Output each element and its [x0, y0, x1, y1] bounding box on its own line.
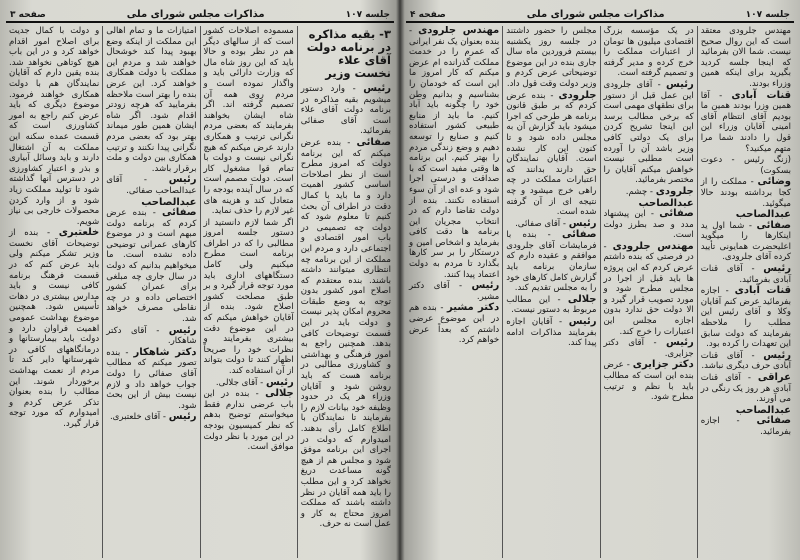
- text-column: [502, 26, 599, 558]
- speech-text: - آقای دکتر جزایری.: [603, 338, 694, 359]
- paragraph: [409, 26, 499, 280]
- speech-text: در یک مؤسسه بزرگ اقتصادی میلیون ها تومان از اعتبارات مملکت را خرج کرده و مدیر گرفته و تصمیم گرفته است.: [603, 26, 694, 79]
- speaker-name: رئیس: [568, 217, 597, 229]
- speech-text: - آقای عبدالصاحب صفائی.: [106, 175, 197, 196]
- paragraph: [106, 412, 196, 423]
- paragraph: [204, 218, 294, 377]
- speech-text: - چشم.: [625, 186, 656, 197]
- paragraph: [701, 406, 791, 438]
- speaker-name: صفائی: [562, 229, 597, 241]
- paragraph: [604, 242, 694, 337]
- speech-text: - وارد دستور میشویم بقیه مذاکره در برنامه دولت آقای علاء است آقای صفائی بفرمائید.: [300, 84, 391, 137]
- page-number: صفحه ۳: [10, 10, 46, 20]
- paragraph: [506, 26, 596, 90]
- paragraph: [106, 26, 196, 174]
- speech-text: - بنده با فرمایشات آقای جلرودی موافقم و عقیده دارم که سازمان برنامه باید گزارش کامل کارهای خود را به مجلس تقدیم کند.: [506, 230, 597, 294]
- paragraph: [506, 317, 596, 349]
- speech-text: - اجازه بفرمائید عرض کنم آقایان وکلا و آقای رئیس این مطلب را ملاحظه بفرمایند که دولت سابق این تعهدات را کرده بود.: [700, 286, 791, 350]
- paragraph: [604, 338, 694, 359]
- speaker-name: قنات آبادی: [731, 89, 791, 101]
- paragraph: [701, 286, 791, 350]
- speaker-name: رئیس: [168, 324, 197, 336]
- speech-text: (زنگ رئیس - دعوت بسکوت): [700, 155, 791, 176]
- columns: [6, 26, 394, 558]
- paragraph: [409, 281, 499, 302]
- speaker-name: رئیس: [363, 83, 391, 94]
- paragraph: [701, 264, 791, 285]
- paragraph: [604, 80, 694, 186]
- speaker-name: رئیس: [666, 337, 694, 349]
- paragraph: [9, 228, 99, 429]
- speaker-name: رئیس: [471, 280, 500, 292]
- section-heading: ۳- بقیه مذاکره در برنامه دولت آقای علاء نخست وزیر: [306, 27, 391, 80]
- speaker-name: مهندس جلرودی: [418, 26, 500, 36]
- speech-text: - بنده عرض کردم که بر طبق قانون برنامه هر طرحی که اجرا میشود باید گزارش آن به مجلس داده شود و تا کنون این کار نشده است. آقایان نمایندگان حق دارند بدانند که اعتبارات مملکت در چه راهی خرج میشود و چه نتیجه ای از آن گرفته شده است.: [506, 90, 597, 218]
- paragraph: [701, 351, 791, 372]
- speech-text: - اجازه بفرمائید.: [700, 416, 791, 437]
- speech-text: - آقای خلعتبری.: [109, 412, 169, 423]
- speaker-name: رئیس: [568, 316, 597, 328]
- speech-text: امتیازات ما و تمام اهالی این مملکت از اینکه وضع بهبود پیدا کند خوشحال خواهند شد و مردم این مملکت با دولت همکاری خواهند کرد. این عرض بنده را بهتر است ملاحظه بفرمایید که هرچه زودتر اقدام شود. اگر شاه ایشان همین طور میماند بهتر بود که بعضی مردم نگرانی پیدا نکنند و ترتیب همکاری بین دولت و ملت برقرار باشد.: [106, 26, 197, 174]
- speech-text: - آقای قنات آبادی هر روز یک رنگی در می آورند.: [700, 373, 791, 405]
- text-column: [697, 26, 794, 558]
- text-column: [297, 26, 394, 558]
- speech-text: - این مطالب مربوط به دستور نیست.: [506, 294, 597, 316]
- speaker-name: رئیس: [168, 411, 197, 423]
- paragraph: [106, 348, 196, 412]
- speech-text: - آقای صفائی.: [515, 218, 569, 229]
- speaker-name: عراقی: [757, 372, 791, 383]
- session-number: جلسه ۱۰۷: [345, 10, 390, 20]
- speech-text: - آقای جلرودی این عمل قبل از دستور برای نطقهای مهمی است که برخی مطالب برسد این اینجا تشریح کردن برای یک دولتی کافی وزیر باشد آن را آورده است مطلبی نیست خواهش میکنم آقایان را مختصر بفرمائید.: [603, 79, 694, 186]
- text-column: [406, 26, 502, 558]
- paragraph: [9, 26, 99, 227]
- speaker-name: جلالی: [567, 293, 597, 305]
- paragraph: [701, 177, 791, 209]
- speaker-name: رئیس: [266, 376, 294, 388]
- text-column: [102, 26, 199, 558]
- speech-text: - بنده در این باب عرضی ندارم فقط میخواستم توضیح بدهم که نظر کمیسیون بودجه در این مورد با نظر دولت موافق است.: [203, 389, 294, 453]
- speaker-name: صفائی: [356, 136, 391, 148]
- publication-title: مذاکرات مجلس شورای ملی: [126, 9, 265, 20]
- speaker-name: عبدالصاحب صفائی: [735, 209, 791, 231]
- paragraph: [701, 26, 791, 90]
- paragraph: [106, 198, 196, 325]
- speech-text: - آقای دکتر شاهکار.: [106, 325, 197, 347]
- paragraph: [204, 389, 294, 453]
- speech-text: اگر شما لازم دانستید از دستور جلسه امروز مطالبی را که در اطراف برنامه است مطرح میکنیم ولی کامل دستگاههای اداری باید مورد توجه قرار گیرد و بر طبق مصلحت کشور اصلاح شود. بنده از آقایان خواهش میکنم که در این موضوع دقت بیشتری بفرمایند و نظرات خود را صریحاً اظهار کنند تا دولت بتواند از آن استفاده کند.: [203, 217, 294, 376]
- publication-title: مذاکرات مجلس شورای ملی: [526, 9, 665, 20]
- speech-text: - بنده تصور میکنم که مطالب آقای صفائی را دولت جواب خواهد داد و لازم نیست بیش از این بحث شود.: [106, 347, 197, 411]
- speaker-name: دکتر شاهکار: [133, 346, 197, 358]
- speaker-name: جلرودی: [655, 185, 694, 197]
- paragraph: [204, 26, 294, 217]
- speech-text: - بنده از توضیحات آقای نخست وزیر تشکر میکنم ولی باید عرض کنم که در قسمت فرهنگ برنامه کافی نیست و باید مدارس بیشتری در دهات تأسیس شود. همچنین موضوع بهداشت عمومی اهمیت فراوان دارد و دولت باید بیمارستانها و درمانگاههای کافی در شهرستانها دایر کند تا مردم از نعمت بهداشت برخوردار شوند. این مطالب را بنده بعنوان تذکر عرض کردم و امیدوارم که مورد توجه قرار گیرد.: [9, 228, 100, 429]
- speech-text: - مملکت را از کجا برداشته بودند حالا میگوئید.: [700, 177, 791, 209]
- speaker-name: عبدالصاحب صفائی: [638, 197, 694, 220]
- speech-text: - آقای قنات آبادی حرف دیگری نباشد.: [700, 350, 791, 372]
- paragraph: [604, 199, 694, 241]
- speaker-name: جلالی: [265, 388, 294, 400]
- page-header: [6, 6, 394, 23]
- speaker-name: مهندس جلرودی: [612, 240, 694, 252]
- speaker-name: وضائی: [757, 176, 791, 188]
- speech-text: - بنده هم در این موضوع عرضی داشتم که بعداً عرض خواهم کرد.: [409, 303, 500, 346]
- speech-text: - شما اول ید اینکارها را میگوید اعلیحضرت همایونی تأیید کرده آقای جلرودی.: [700, 220, 791, 263]
- page-number: صفحه ۴: [410, 10, 446, 20]
- speech-text: مهندس جلرودی معتقد است که این روال صحیح نیست. شما الان بفرمائید که اینجا جلسه کردید بگیرید برای اینکه همین وزراء بودند.: [700, 26, 791, 89]
- paragraph: [701, 91, 791, 155]
- speaker-name: خلعتبری: [58, 227, 100, 239]
- paragraph: [506, 295, 596, 316]
- paragraph: [409, 303, 499, 345]
- speech-text: - در فرصتی که بنده داشتم عرض کردم که این پروژه ها باید قبل از اجرا در مجلس مطرح شود و مورد تصویب قرار گیرد و الا دولت حق ندارد بدون اجازه مجلس این اعتبارات را خرج کند.: [603, 241, 694, 337]
- speech-text: - آقای دکتر مشیر.: [409, 281, 500, 302]
- paragraph: [701, 210, 791, 263]
- paragraph: [604, 26, 694, 79]
- session-number: جلسه ۱۰۷: [745, 10, 790, 20]
- speech-text: - آقا همین وزرا بودند همین ما بودیم آقای انتظام آقای امینی آقایان وزراء این قول را دادند شما مرا متهم میکنید؟: [700, 90, 791, 154]
- paragraph: [301, 138, 391, 530]
- speech-text: - عرض بنده این است که مطالب باید با نظم و ترتیب مطرح شود.: [603, 360, 694, 403]
- speech-text: - بنده عرض میکنم که این برنامه دولت که امروز مطرح است از نظر اصلاحات اساسی کشور اهمیت دارد و ما باید با کمال دقت در اطراف آن بحث کنیم تا معلوم شود که دولت چه تصمیمی در باب امور اقتصادی و اجتماعی دارد و مردم این مملکت از این برنامه چه انتظاری میتوانند داشته باشند. بنده معتقدم که اصلاح امور کشور بدون توجه به وضع طبقات محروم امکان پذیر نیست و دولت باید در این قسمت توضیحات کافی بدهد. همچنین راجع به امور فرهنگی و بهداشتی و کشاورزی مطالبی در برنامه هست که باید روشن شود و آقایان وزراء هر یک در حدود وظیفه خود بیانات لازم را بفرمایند تا نمایندگان با اطلاع کامل رأی بدهند. امیدوارم که دولت در اجرای این برنامه موفق شود و مجلس هم از هیچ گونه مساعدت دریغ نخواهد کرد و این مطلب را باید همه آقایان در نظر داشته باشند که مملکت امروز محتاج به کار و عمل است نه حرف.: [300, 137, 391, 530]
- speaker-name: رئیس: [168, 174, 197, 186]
- speaker-name: رئیس: [763, 263, 791, 275]
- paragraph: [204, 378, 294, 389]
- speaker-name: قنات آبادی: [734, 285, 791, 297]
- text-column: [600, 26, 697, 558]
- speaker-name: جلرودی: [558, 89, 597, 101]
- paragraph: [701, 155, 791, 176]
- speech-text: مسموده اصلاحات کشور است که از سالهای دیگر هم در نظر بوده و حالا باید که این روز شاه مال که وزارت دارائی باید و واگذار نموده است و مردم روی همه آن تصمیم گرفته اند. اگر شاه ایشان بخواهند بفرمایند که بعضی مردم نگرانی ترتیب و همکاری دارند عرض میکنم که هیچ نگرانی نیست و دولت با تمام قوا مشغول کار است. دولت مصمم است که در سال آینده بودجه را متعادل کند و هزینه های غیر لازم را حذف نماید.: [203, 26, 294, 217]
- speech-text: - این پیشنهاد مدد و صد بطرز دولت است.: [603, 209, 694, 241]
- right-page: [400, 0, 800, 560]
- text-column: [200, 26, 297, 558]
- speech-text: - آقای جلالی.: [215, 377, 267, 388]
- speaker-name: رئیس: [666, 78, 694, 90]
- paragraph: [106, 175, 196, 196]
- speech-text: - بنده بعنوان یک نفر ایرانی که عمرم را در خدمت مملکت گذرانده ام عرض میکنم که کار امروز ما این است که خودمان را بشناسیم و بدانیم وطن خود را چگونه باید آباد کنیم. ما باید از منابع طبیعی کشور استفاده کنیم و صنایع را توسعه دهیم و وضع زندگی مردم را بهتر کنیم. این برنامه ها وقتی مفید است که با صداقت و درستی اجرا شود و عده ای از آن سوء استفاده نکنند. بنده از دولت تقاضا دارم که در انتخاب مجریان این برنامه ها دقت کافی بفرماید و اشخاص امین و درستکار را بر سر کارها بگذارد تا مردم به دولت اعتماد پیدا کنند.: [409, 26, 500, 280]
- columns: [406, 26, 794, 558]
- paragraph: [604, 360, 694, 402]
- speech-text: - آقای قنات آبادی بفرمائید.: [700, 264, 791, 285]
- speaker-name: رئیس: [763, 349, 791, 361]
- paragraph: [506, 230, 596, 294]
- paragraph: [701, 373, 791, 405]
- speaker-name: دکتر جزایری: [632, 359, 694, 371]
- speaker-name: عبدالصاحب صفائی: [735, 404, 791, 427]
- speech-text: و دولت با کمال جدیت برای اصلاح امور اقدام خواهد کرد و در این باب هیچ کوتاهی نخواهد شد. بنده یقین دارم که آقایان نمایندگان هم با دولت همکاری خواهند فرمود. موضوع دیگری که باید عرض کنم راجع به امور کشاورزی است که قسمت عمده سکنه این مملکت به آن اشتغال دارند و باید وسائل آبیاری و بذر و اعتبار کشاورزی در دسترس آنها گذاشته شود تا تولید مملکت زیاد شود و از وارد کردن محصولات خارجی بی نیاز شویم.: [9, 26, 100, 227]
- speech-text: - آقایان اجازه بفرمایند مذاکرات ادامه پیدا کند.: [506, 317, 597, 349]
- speaker-name: عبدالصاحب صفائی: [141, 196, 197, 219]
- page-header: [406, 6, 794, 23]
- paragraph: [506, 219, 596, 230]
- paragraph: [106, 326, 196, 347]
- paragraph: [604, 187, 694, 198]
- speech-text: - بنده عرض کردم که برنامه دولت مبهم است و در موضوع کارهای عمرانی توضیحی داده نشده است. ما میخواهیم بدانیم که دولت در سال جاری چه مبلغی برای عمران کشور اختصاص داده و در چه نقاطی مصرف خواهد شد.: [106, 208, 197, 325]
- speech-text: مجلس را حضور داشتند در جلسه روز یکشنبه بیستم فروردین ماه سال جاری بنده در این موضوع توضیحاتی عرض کردم و وزیر دولت وقت قول داد.: [506, 26, 597, 89]
- text-column: [6, 26, 102, 558]
- paragraph: [506, 91, 596, 218]
- speaker-name: دکتر مشیر: [447, 302, 500, 314]
- paragraph: [301, 84, 391, 137]
